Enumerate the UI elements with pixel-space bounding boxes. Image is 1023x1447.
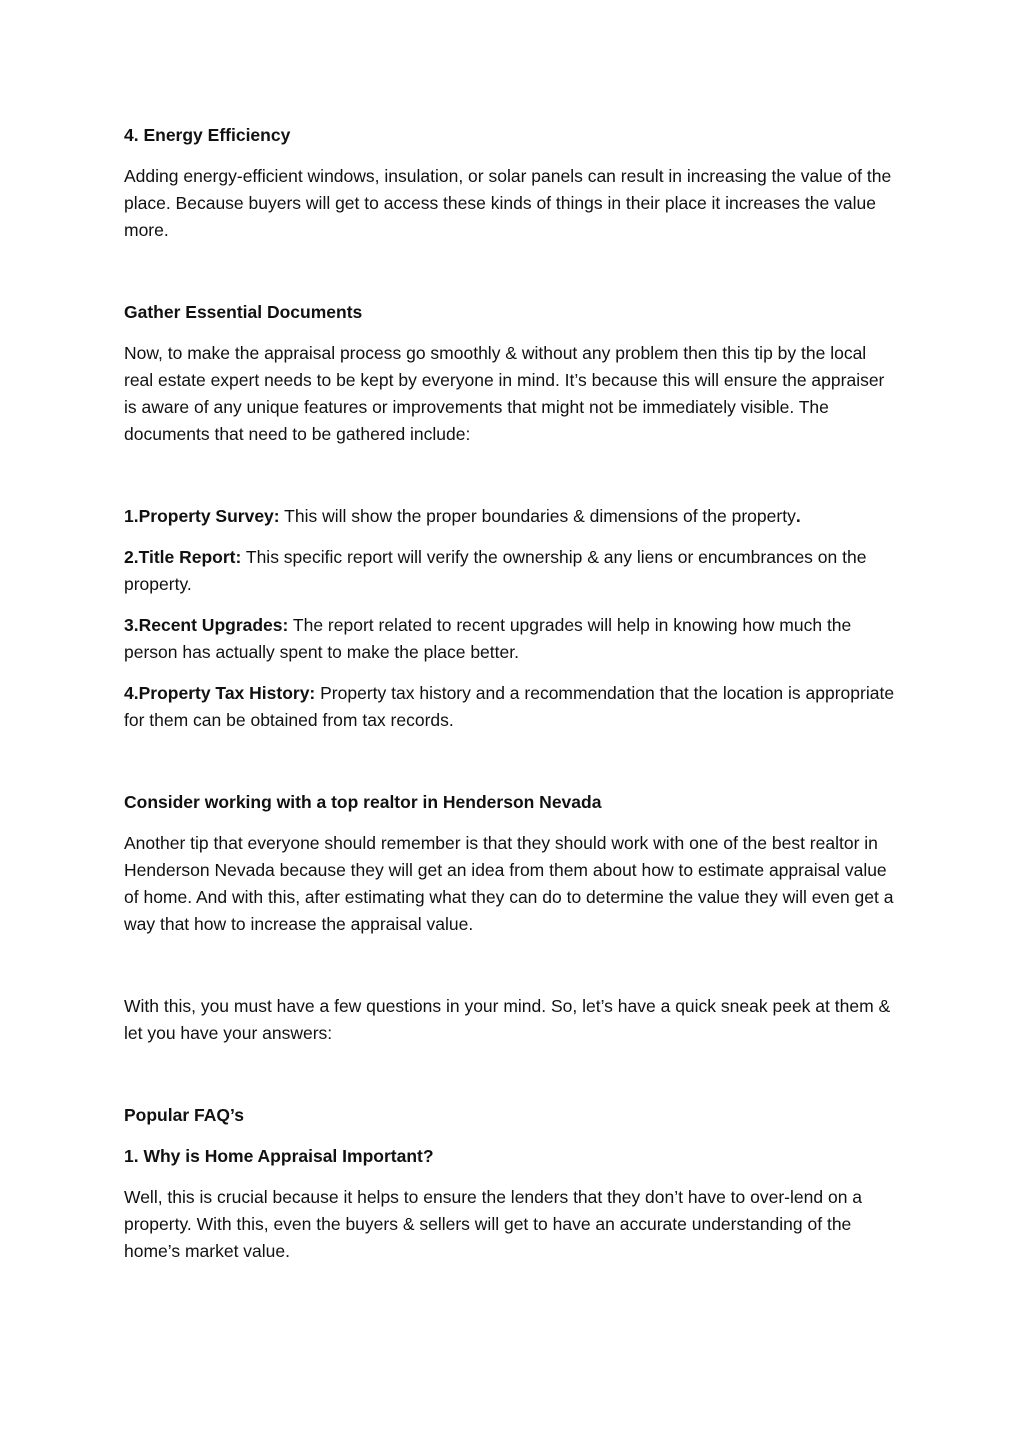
- list-item-text: The report related to recent upgrades will help in knowing how much the person has actually spent to make the place better.: [124, 615, 852, 662]
- document-list-item: [124, 680, 896, 734]
- document-page: [124, 122, 896, 1279]
- faq-answer-1: Well, this is crucial because it helps to ensure the lenders that they don’t have to over-lend on a property. With this, even the buyers & sellers will get to have an accurate understanding of the home’s market value.: [124, 1187, 863, 1261]
- spacer: [124, 462, 896, 503]
- faq-question-1: 1. Why is Home Appraisal Important?: [124, 1146, 434, 1166]
- energy-heading: 4. Energy Efficiency: [124, 125, 291, 145]
- faq-heading: Popular FAQ’s: [124, 1105, 244, 1125]
- document-list-item: [124, 612, 896, 666]
- realtor-heading: Consider working with a top realtor in Henderson Nevada: [124, 792, 602, 812]
- spacer: [124, 748, 896, 789]
- document-list-item: [124, 503, 896, 530]
- list-item-end: .: [795, 506, 801, 526]
- spacer: [124, 1061, 896, 1102]
- list-item-text: This will show the proper boundaries & dimensions of the property: [279, 506, 796, 526]
- spacer: [124, 952, 896, 993]
- list-item-text: Property tax history and a recommendation that the location is appropriate for them can be obtained from tax records.: [124, 683, 895, 730]
- list-item-title: 2.Title Report:: [124, 547, 242, 567]
- transition-paragraph: With this, you must have a few questions in your mind. So, let’s have a quick sneak peek at them & let you have your answers:: [124, 996, 891, 1043]
- documents-paragraph: Now, to make the appraisal process go smoothly & without any problem then this tip by the local real estate expert needs to be kept by everyone in mind. It’s because this will ensure the appraiser is aware of any unique features or improvements that might not be immediately visible. The documents that need to be gathered include:: [124, 343, 885, 444]
- list-item-title: 4.Property Tax History:: [124, 683, 316, 703]
- spacer: [124, 258, 896, 299]
- energy-paragraph: Adding energy-efficient windows, insulation, or solar panels can result in increasing the value of the place. Because buyers will get to access these kinds of things in their place it increases the value more.: [124, 166, 892, 240]
- list-item-title: 1.Property Survey:: [124, 506, 280, 526]
- documents-heading: Gather Essential Documents: [124, 302, 363, 322]
- realtor-paragraph: Another tip that everyone should remember is that they should work with one of the best realtor in Henderson Nevada because they will get an idea from them about how to estimate appraisal value of home. And with this, after estimating what they can do to determine the value they will even get a way that how to increase the appraisal value.: [124, 833, 894, 934]
- list-item-text: This specific report will verify the ownership & any liens or encumbrances on the property.: [124, 547, 867, 594]
- list-item-title: 3.Recent Upgrades:: [124, 615, 289, 635]
- document-list-item: [124, 544, 896, 598]
